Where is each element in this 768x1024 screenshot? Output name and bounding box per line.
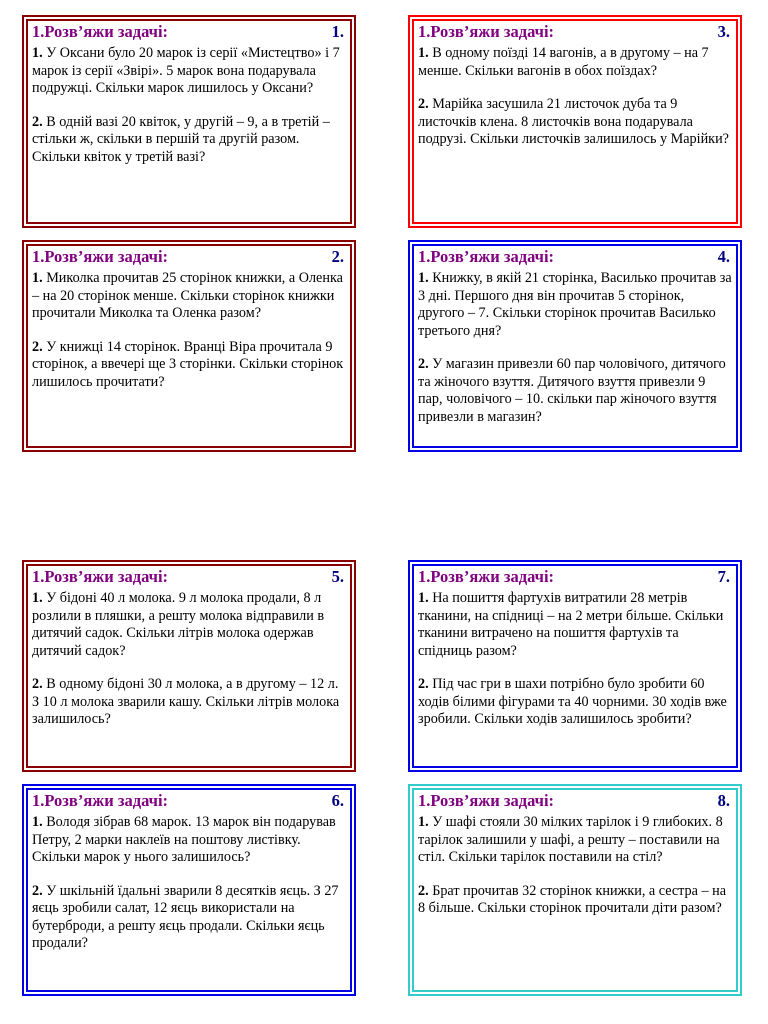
task-item: [418, 356, 732, 426]
task-text: На пошиття фартухів витратили 28 метрів тканини, на спідниці – на 2 метри більше. Скільки тканини витрачено на пошиття фартухів та спідниць разом?: [418, 590, 724, 659]
task-item: [32, 814, 346, 867]
task-number: 1.: [418, 45, 429, 61]
task-item: [418, 590, 732, 660]
card-title: 1.Розв’яжи задачі:: [32, 22, 169, 41]
task-item: [418, 270, 732, 340]
card-number: 6.: [331, 791, 344, 810]
card-title: 1.Розв’яжи задачі:: [32, 567, 169, 586]
task-item: [32, 270, 346, 323]
card-title: 1.Розв’яжи задачі:: [418, 567, 555, 586]
task-text: Миколка прочитав 25 сторінок книжки, а Оленка – на 20 сторінок менше. Скільки сторінок книжки прочитали Миколка та Оленка разом?: [32, 270, 343, 321]
task-text: В одному поїзді 14 вагонів, а в другому – на 7 менше. Скільки вагонів в обох поїздах?: [418, 45, 709, 79]
task-number: 2.: [32, 338, 43, 355]
card-number: 4.: [717, 247, 730, 266]
task-number: 2.: [418, 882, 429, 899]
task-item: [32, 676, 346, 729]
task-card-8: [408, 784, 742, 996]
task-item: [32, 114, 346, 167]
task-card-6: [22, 784, 356, 996]
task-number: 1.: [418, 590, 429, 606]
task-number: 1.: [418, 814, 429, 830]
task-number: 2.: [418, 96, 429, 112]
task-text: Марійка засушила 21 листочок дуба та 9 листочків клена. 8 листочків вона подарувала подрузі. Скільки листочків залишилось у Марійки?: [418, 96, 729, 147]
task-number: 2.: [32, 113, 43, 130]
task-card-4: [408, 240, 742, 452]
task-text: В одному бідоні 30 л молока, а в другому – 12 л. З 10 л молока зварили кашу. Скільки літрів молока залишилось?: [32, 676, 340, 727]
task-text: У магазин привезли 60 пар чоловічого, дитячого та жіночого взуття. Дитячого взуття привезли 9 пар, чоловічого – 10. скільки пар жіночого взуття привезли в магазин?: [418, 356, 726, 425]
task-item: [32, 590, 346, 660]
task-card-7: [408, 560, 742, 772]
task-text: В одній вазі 20 квіток, у другій – 9, а в третій – стільки ж, скільки в першій та другій разом. Скільки квіток у третій вазі?: [32, 113, 330, 165]
task-text: У шафі стояли 30 мілких тарілок і 9 глибоких. 8 тарілок залишили у шафі, а решту – поставили на стіл. Скільки тарілок поставили на стіл?: [418, 814, 723, 865]
task-text: Брат прочитав 32 сторінок книжки, а сестра – на 8 більше. Скільки сторінок прочитали діти разом?: [418, 882, 727, 916]
card-number: 8.: [717, 791, 730, 810]
task-text: Володя зібрав 68 марок. 13 марок він подарував Петру, 2 марки наклеїв на поштову листівку. Скільки марок у нього залишилось?: [32, 814, 336, 865]
task-card-3: [408, 15, 742, 228]
task-number: 1.: [32, 590, 43, 606]
task-number: 1.: [32, 814, 43, 830]
card-number: 2.: [331, 247, 344, 266]
task-item: [32, 883, 346, 953]
task-card-5: [22, 560, 356, 772]
task-item: [32, 339, 346, 392]
task-item: [418, 45, 732, 80]
card-title: 1.Розв’яжи задачі:: [418, 22, 555, 41]
task-text: Під час гри в шахи потрібно було зробити 60 ходів білими фігурами та 40 чорними. 30 ходів вже зробили. Скільки ходів залишилось зробити?: [418, 676, 727, 727]
task-item: [32, 45, 346, 98]
card-title: 1.Розв’яжи задачі:: [32, 791, 169, 810]
card-title: 1.Розв’яжи задачі:: [418, 791, 555, 810]
card-number: 1.: [331, 22, 344, 41]
card-number: 3.: [717, 22, 730, 41]
task-item: [418, 96, 732, 149]
task-card-1: [22, 15, 356, 228]
task-item: [418, 676, 732, 729]
task-card-2: [22, 240, 356, 452]
task-text: У Оксани було 20 марок із серії «Мистецтво» і 7 марок із серії «Звірі». 5 марок вона подарувала подружці. Скільки марок лишилось у Оксани?: [32, 45, 340, 96]
task-number: 2.: [418, 356, 429, 372]
task-text: У книжці 14 сторінок. Вранці Віра прочитала 9 сторінок, а ввечері ще 3 сторінки. Скільки сторінок лишилось прочитати?: [32, 338, 344, 390]
task-number: 1.: [32, 45, 43, 61]
task-number: 2.: [32, 676, 43, 692]
task-text: У шкільній їдальні зварили 8 десятків яєць. З 27 яєць зробили салат, 12 яєць використали на бутерброди, а решту яєць продали. Скільки яєць продали?: [32, 882, 339, 951]
card-number: 5.: [331, 567, 344, 586]
card-title: 1.Розв’яжи задачі:: [32, 247, 169, 266]
task-number: 2.: [418, 676, 429, 692]
task-item: [418, 883, 732, 918]
task-text: У бідоні 40 л молока. 9 л молока продали, 8 л розлили в пляшки, а решту молока відправили в дитячий садок. Скільки літрів молока одержав дитячий садок?: [32, 590, 325, 659]
card-number: 7.: [717, 567, 730, 586]
task-item: [418, 814, 732, 867]
task-number: 1.: [32, 270, 43, 286]
card-title: 1.Розв’яжи задачі:: [418, 247, 555, 266]
task-number: 2.: [32, 882, 43, 899]
task-text: Книжку, в якій 21 сторінка, Василько прочитав за 3 дні. Першого дня він прочитав 5 сторінок, другого – 7. Скільки сторінок прочитав Василько третього дня?: [418, 270, 732, 339]
task-number: 1.: [418, 270, 429, 286]
